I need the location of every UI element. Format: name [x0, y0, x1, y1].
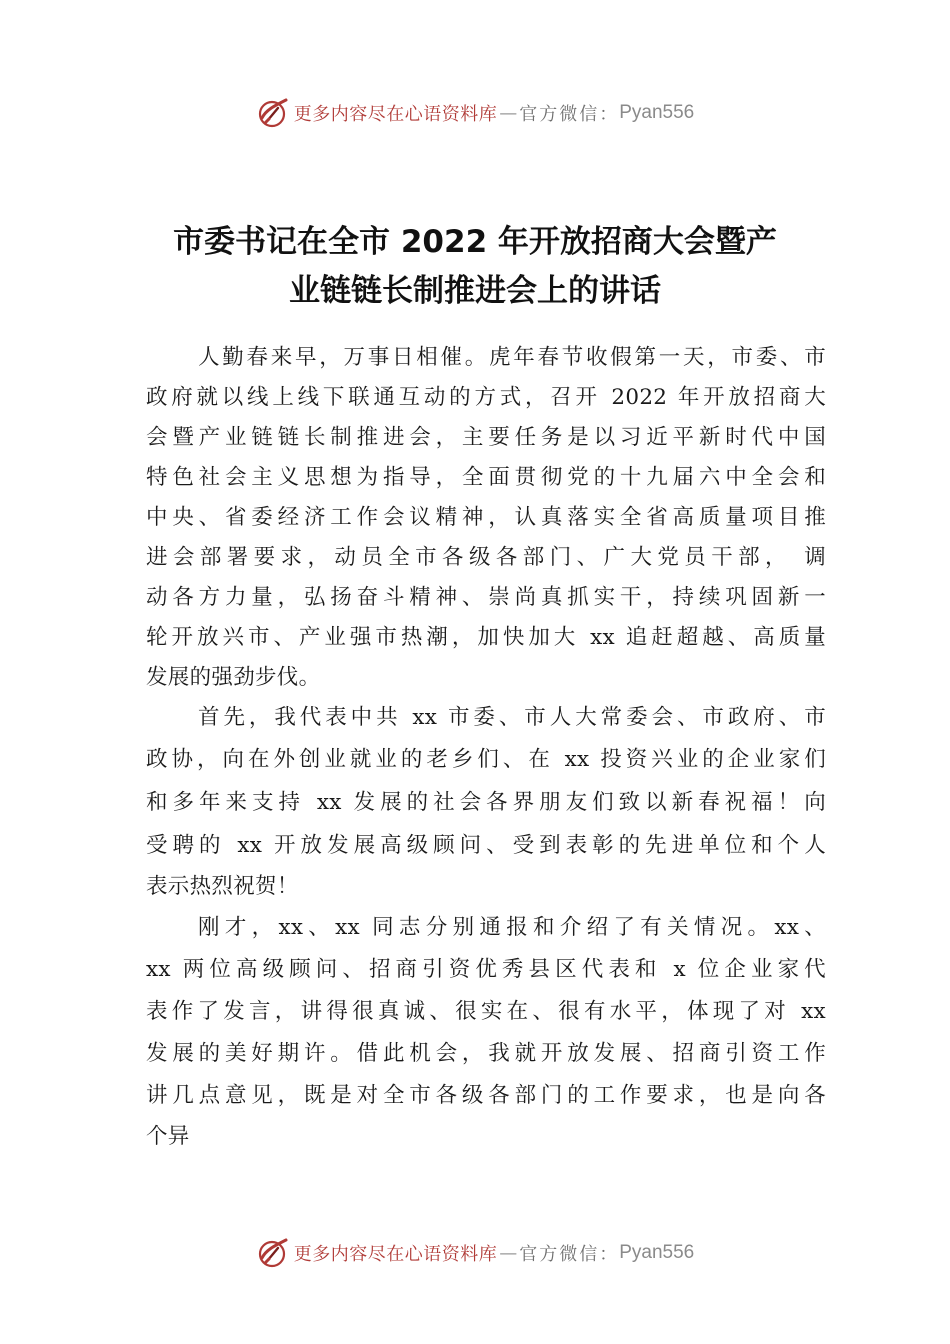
body-line: 发展的美好期许。借此机会，我就开放发展、招商引资工作 — [146, 1041, 826, 1066]
body-line: 受聘的 xx 开放发展高级顾问、受到表彰的先进单位和个人 — [146, 833, 826, 858]
title-line-1: 市委书记在全市 2022 年开放招商大会暨产 — [173, 224, 777, 260]
body-line: xx 两位高级顾问、招商引资优秀县区代表和 x 位企业家代 — [146, 957, 826, 982]
watermark-text: 更多内容尽在心语资料库 — [293, 1244, 498, 1265]
body-line: 讲几点意见，既是对全市各级各部门的工作要求，也是向各 — [146, 1083, 826, 1108]
watermark-text: 更多内容尽在心语资料库 — [293, 104, 498, 125]
body-line: 发展的强劲步伐。 — [146, 665, 321, 690]
brush-logo-icon — [256, 96, 290, 130]
watermark-wechat-label: 官方微信： — [519, 1244, 620, 1265]
body-line: 政协，向在外创业就业的老乡们、在 xx 投资兴业的企业家们 — [146, 747, 826, 772]
body-line: 表示热烈祝贺！ — [146, 874, 299, 899]
header-watermark — [0, 96, 950, 130]
brush-logo-icon — [256, 1236, 290, 1270]
body-line: 进会部署要求，动员全市各级各部门、广大党员干部， 调 — [146, 545, 826, 570]
document-title — [120, 218, 830, 316]
document-body — [146, 338, 826, 1157]
body-line: 首先，我代表中共 xx 市委、市人大常委会、市政府、市 — [198, 705, 826, 730]
body-line: 和多年来支持 xx 发展的社会各界朋友们致以新春祝福！向 — [146, 790, 826, 815]
watermark-separator: — — [499, 1242, 518, 1264]
body-line: 表作了发言，讲得很真诚、很实在、很有水平，体现了对 xx — [146, 999, 826, 1024]
body-line: 政府就以线上线下联通互动的方式，召开 2022 年开放招商大 — [146, 385, 826, 410]
watermark-wechat-id: Pyan556 — [619, 1242, 695, 1263]
watermark-wechat-id: Pyan556 — [619, 102, 695, 123]
body-line: 个异 — [146, 1124, 190, 1149]
body-line: 特色社会主义思想为指导，全面贯彻党的十九届六中全会和 — [146, 465, 826, 490]
footer-watermark — [0, 1236, 950, 1270]
body-line: 中央、省委经济工作会议精神，认真落实全省高质量项目推 — [146, 505, 826, 530]
body-line: 轮开放兴市、产业强市热潮，加快加大 xx 追赶超越、高质量 — [146, 625, 826, 650]
watermark-wechat-label: 官方微信： — [519, 104, 620, 125]
body-line: 动各方力量，弘扬奋斗精神、崇尚真抓实干，持续巩固新一 — [146, 585, 826, 610]
body-line: 人勤春来早，万事日相催。虎年春节收假第一天，市委、市 — [198, 345, 826, 370]
body-line: 刚才，xx、xx 同志分别通报和介绍了有关情况。xx、 — [198, 915, 826, 940]
body-line: 会暨产业链链长制推进会，主要任务是以习近平新时代中国 — [146, 425, 826, 450]
watermark-separator: — — [499, 102, 518, 124]
title-line-2: 业链链长制推进会上的讲话 — [289, 273, 661, 309]
